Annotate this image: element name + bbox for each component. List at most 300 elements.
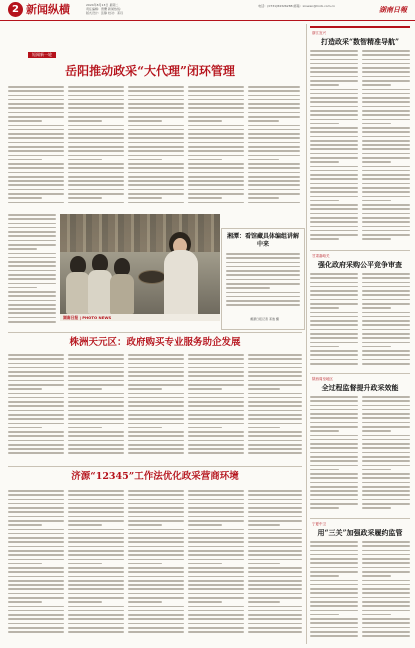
- text-line: [188, 380, 244, 382]
- text-line: [128, 397, 184, 399]
- text-line: [188, 627, 244, 629]
- text-line: [68, 623, 124, 625]
- text-line: [128, 86, 184, 88]
- text-line: [310, 59, 358, 61]
- text-line: [8, 423, 64, 425]
- text-line: [362, 84, 391, 86]
- text-line: [310, 333, 358, 335]
- text-line: [188, 363, 244, 365]
- text-line: [310, 588, 358, 590]
- text-line: [362, 204, 410, 206]
- text-line: [362, 622, 410, 624]
- text-line: [128, 393, 184, 395]
- right-top-label: 浙江宜兴: [312, 31, 326, 35]
- text-line: [362, 588, 410, 590]
- text-line: [362, 238, 391, 240]
- text-line: [362, 303, 410, 305]
- right-lower-body-col-1: [310, 396, 358, 514]
- text-line: [310, 405, 358, 407]
- text-line: [310, 558, 358, 560]
- text-line: [188, 584, 244, 586]
- text-line: [8, 410, 64, 412]
- text-line: [68, 388, 102, 390]
- text-line: [310, 101, 358, 103]
- text-line: [128, 431, 184, 433]
- photo-child-body: [88, 270, 112, 314]
- text-line: [362, 294, 410, 296]
- lead-body-col-left: [8, 214, 56, 326]
- text-line: [188, 533, 244, 535]
- text-line: [248, 588, 302, 590]
- text-line: [310, 329, 358, 331]
- text-line: [248, 103, 300, 105]
- text-line: [248, 554, 302, 556]
- text-line: [68, 418, 124, 420]
- text-line: [68, 567, 124, 569]
- text-line: [8, 529, 64, 531]
- text-line: [310, 541, 358, 543]
- meta-line: 版式设计：张静 校对：邓丹: [86, 11, 123, 15]
- text-line: [128, 193, 184, 195]
- right-bottom-label: 宁夏中卫: [312, 522, 326, 526]
- text-line: [248, 576, 302, 578]
- text-line: [310, 346, 339, 348]
- text-line: [362, 131, 410, 133]
- text-line: [8, 631, 64, 633]
- text-line: [188, 193, 244, 195]
- text-line: [8, 227, 56, 229]
- text-line: [8, 176, 64, 178]
- text-line: [362, 460, 410, 462]
- text-line: [8, 146, 64, 148]
- text-line: [248, 431, 302, 433]
- page-number-badge: 2: [8, 2, 23, 17]
- text-line: [310, 452, 358, 454]
- text-line: [362, 80, 410, 82]
- text-line: [248, 567, 302, 569]
- text-line: [362, 405, 410, 407]
- text-line: [68, 163, 124, 165]
- text-line: [128, 414, 184, 416]
- text-line: [362, 277, 410, 279]
- text-line: [310, 226, 358, 228]
- text-line: [310, 119, 358, 121]
- text-line: [188, 610, 244, 612]
- text-line: [188, 103, 244, 105]
- text-line: [68, 176, 124, 178]
- text-line: [68, 384, 124, 386]
- text-line: [188, 180, 244, 182]
- text-line: [248, 541, 302, 543]
- meta-line: 2024年8月13日 星期二: [86, 3, 119, 7]
- text-line: [8, 150, 64, 152]
- text-line: [8, 278, 56, 280]
- text-line: [310, 320, 358, 322]
- text-line: [128, 129, 184, 131]
- text-line: [310, 286, 358, 288]
- text-line: [8, 180, 64, 182]
- text-line: [362, 148, 410, 150]
- text-line: [188, 499, 244, 501]
- text-line: [68, 448, 124, 450]
- text-line: [128, 627, 184, 629]
- text-line: [188, 440, 244, 442]
- meta-line: 责任编辑：曾鹰 新闻热线：: [86, 7, 123, 11]
- divider: [8, 332, 302, 333]
- text-line: [8, 218, 56, 220]
- text-line: [248, 371, 302, 373]
- text-line: [8, 601, 42, 603]
- text-line: [68, 559, 124, 561]
- text-line: [226, 304, 300, 306]
- text-line: [226, 253, 300, 255]
- text-line: [362, 213, 410, 215]
- text-line: [362, 469, 391, 471]
- text-line: [8, 375, 64, 377]
- text-line: [128, 371, 184, 373]
- text-line: [8, 274, 56, 276]
- text-line: [128, 401, 184, 403]
- lead-headline: 岳阳推动政采“大代理”闭环管理: [65, 64, 235, 78]
- text-line: [68, 354, 124, 356]
- text-line: [310, 67, 358, 69]
- text-line: [68, 618, 124, 620]
- text-line: [68, 631, 124, 633]
- text-line: [68, 423, 124, 425]
- text-line: [248, 167, 300, 169]
- text-line: [128, 597, 184, 599]
- text-line: [8, 550, 64, 552]
- text-line: [8, 283, 56, 285]
- text-line: [8, 623, 64, 625]
- text-line: [248, 490, 302, 492]
- right-mid-body-col-1: [310, 273, 358, 369]
- text-line: [310, 131, 358, 133]
- text-line: [248, 180, 300, 182]
- text-line: [362, 196, 410, 198]
- text-line: [68, 125, 124, 127]
- text-line: [310, 499, 358, 501]
- text-line: [8, 614, 64, 616]
- text-line: [310, 234, 358, 236]
- text-line: [68, 86, 124, 88]
- text-line: [362, 627, 410, 629]
- text-line: [362, 178, 410, 180]
- text-line: [8, 287, 37, 289]
- text-line: [310, 456, 358, 458]
- text-line: [8, 494, 64, 496]
- text-line: [8, 112, 64, 114]
- text-line: [362, 541, 410, 543]
- text-line: [362, 413, 410, 415]
- text-line: [68, 606, 124, 608]
- text-line: [248, 618, 302, 620]
- text-line: [362, 320, 410, 322]
- text-line: [310, 157, 358, 159]
- text-line: [310, 148, 358, 150]
- text-line: [310, 282, 358, 284]
- text-line: [68, 401, 124, 403]
- text-line: [128, 567, 184, 569]
- text-line: [310, 443, 358, 445]
- text-line: [188, 142, 244, 144]
- zhuzhou-body-col-3: [128, 354, 184, 460]
- text-line: [188, 423, 244, 425]
- text-line: [362, 494, 410, 496]
- text-line: [248, 414, 302, 416]
- text-line: [248, 125, 300, 127]
- photo-box-body: [226, 253, 300, 313]
- text-line: [188, 452, 244, 454]
- text-line: [248, 150, 300, 152]
- text-line: [188, 593, 244, 595]
- text-line: [8, 541, 64, 543]
- text-line: [128, 507, 184, 509]
- text-line: [362, 144, 410, 146]
- text-line: [248, 202, 300, 204]
- text-line: [188, 159, 222, 161]
- text-line: [128, 516, 184, 518]
- text-line: [226, 257, 300, 259]
- text-line: [310, 618, 358, 620]
- text-line: [362, 443, 410, 445]
- text-line: [8, 103, 64, 105]
- text-line: [362, 93, 410, 95]
- photo-adult: [164, 250, 198, 314]
- text-line: [362, 324, 410, 326]
- jinan-body-col-3: [128, 490, 184, 640]
- text-line: [188, 567, 244, 569]
- text-line: [248, 120, 279, 122]
- text-line: [68, 533, 124, 535]
- text-line: [310, 409, 358, 411]
- text-line: [310, 204, 358, 206]
- text-line: [188, 197, 222, 199]
- text-line: [128, 167, 184, 169]
- text-line: [248, 410, 302, 412]
- text-line: [248, 511, 302, 513]
- text-line: [188, 524, 222, 526]
- text-line: [68, 610, 124, 612]
- text-line: [362, 359, 410, 361]
- text-line: [248, 529, 302, 531]
- text-line: [8, 167, 64, 169]
- text-line: [310, 490, 358, 492]
- text-line: [362, 354, 410, 356]
- text-line: [68, 537, 124, 539]
- text-line: [248, 176, 300, 178]
- text-line: [8, 533, 64, 535]
- text-line: [68, 580, 124, 582]
- photo-artifact: [138, 270, 166, 284]
- text-line: [128, 180, 184, 182]
- text-line: [8, 354, 64, 356]
- text-line: [188, 414, 244, 416]
- text-line: [188, 435, 244, 437]
- text-line: [248, 129, 300, 131]
- text-line: [248, 550, 302, 552]
- text-line: [8, 618, 64, 620]
- lead-body-col-4: [188, 86, 244, 208]
- text-line: [8, 588, 64, 590]
- text-line: [128, 541, 184, 543]
- text-line: [362, 567, 410, 569]
- text-line: [248, 197, 279, 199]
- jinan-headline: 济源“12345”工作法优化政采营商环境: [71, 471, 239, 482]
- text-line: [362, 550, 410, 552]
- text-line: [8, 499, 64, 501]
- text-line: [68, 184, 124, 186]
- text-line: [310, 110, 358, 112]
- text-line: [8, 295, 56, 297]
- text-line: [310, 631, 358, 633]
- text-line: [362, 234, 410, 236]
- text-line: [128, 423, 184, 425]
- text-line: [310, 605, 358, 607]
- text-line: [128, 363, 184, 365]
- text-line: [68, 435, 124, 437]
- text-line: [68, 367, 124, 369]
- text-line: [8, 107, 64, 109]
- text-line: [68, 112, 124, 114]
- text-line: [188, 559, 244, 561]
- text-line: [8, 358, 64, 360]
- text-line: [248, 452, 302, 454]
- text-line: [362, 439, 410, 441]
- text-line: [310, 562, 358, 564]
- text-line: [8, 116, 64, 118]
- text-line: [128, 146, 184, 148]
- text-line: [310, 507, 339, 509]
- text-line: [68, 494, 124, 496]
- column-separator: [306, 24, 307, 644]
- text-line: [68, 584, 124, 586]
- text-line: [248, 427, 280, 429]
- text-line: [310, 571, 358, 573]
- text-line: [248, 86, 300, 88]
- text-line: [68, 440, 124, 442]
- text-line: [310, 153, 358, 155]
- text-line: [248, 593, 302, 595]
- text-line: [362, 447, 410, 449]
- text-line: [68, 427, 102, 429]
- text-line: [68, 133, 124, 135]
- text-line: [8, 397, 64, 399]
- text-line: [362, 507, 391, 509]
- text-line: [8, 308, 56, 310]
- text-line: [68, 563, 102, 565]
- text-line: [226, 292, 300, 294]
- text-line: [8, 584, 64, 586]
- text-line: [310, 187, 358, 189]
- text-line: [68, 155, 124, 157]
- text-line: [310, 400, 358, 402]
- text-line: [362, 592, 410, 594]
- text-line: [310, 80, 358, 82]
- right-bottom-body-col-2: [362, 541, 410, 641]
- text-line: [362, 307, 391, 309]
- text-line: [68, 520, 124, 522]
- text-line: [128, 563, 162, 565]
- text-line: [8, 257, 56, 259]
- text-line: [310, 482, 358, 484]
- text-line: [362, 499, 410, 501]
- text-line: [362, 396, 410, 398]
- text-line: [68, 146, 124, 148]
- text-line: [8, 384, 64, 386]
- text-line: [248, 623, 302, 625]
- right-mid-headline: 强化政府采购公平竞争审查: [318, 260, 402, 269]
- text-line: [310, 217, 358, 219]
- text-line: [68, 499, 124, 501]
- text-line: [8, 371, 64, 373]
- text-line: [248, 172, 300, 174]
- jinan-body-col-2: [68, 490, 124, 640]
- text-line: [226, 274, 300, 276]
- text-line: [128, 120, 162, 122]
- text-line: [310, 350, 358, 352]
- right-bottom-body-col-1: [310, 541, 358, 641]
- text-line: [68, 516, 124, 518]
- text-line: [188, 163, 244, 165]
- text-line: [8, 129, 64, 131]
- text-line: [248, 606, 302, 608]
- text-line: [310, 316, 358, 318]
- text-line: [68, 410, 124, 412]
- text-line: [68, 511, 124, 513]
- text-line: [128, 427, 162, 429]
- text-line: [248, 627, 302, 629]
- text-line: [8, 172, 64, 174]
- text-line: [248, 597, 302, 599]
- text-line: [248, 142, 300, 144]
- text-line: [362, 482, 410, 484]
- text-line: [310, 208, 358, 210]
- photo-caption: 湖南日报 | PHOTO NEWS: [63, 315, 112, 320]
- text-line: [188, 448, 244, 450]
- text-line: [248, 133, 300, 135]
- right-top-headline: 打造政采“数智精准导航”: [320, 37, 400, 46]
- text-line: [68, 597, 124, 599]
- text-line: [188, 550, 244, 552]
- text-line: [68, 503, 124, 505]
- text-line: [362, 486, 410, 488]
- text-line: [188, 86, 244, 88]
- masthead: [0, 0, 415, 21]
- text-line: [310, 140, 358, 142]
- text-line: [362, 346, 391, 348]
- text-line: [128, 559, 184, 561]
- text-line: [248, 363, 302, 365]
- divider: [8, 466, 302, 467]
- text-line: [68, 172, 124, 174]
- text-line: [188, 146, 244, 148]
- text-line: [248, 580, 302, 582]
- text-line: [362, 282, 410, 284]
- text-line: [8, 554, 64, 556]
- text-line: [226, 270, 300, 272]
- text-line: [362, 430, 391, 432]
- text-line: [310, 396, 358, 398]
- text-line: [68, 137, 124, 139]
- text-line: [128, 163, 184, 165]
- text-line: [8, 367, 64, 369]
- text-line: [362, 477, 410, 479]
- text-line: [362, 67, 410, 69]
- text-line: [8, 120, 42, 122]
- text-line: [226, 287, 270, 289]
- text-line: [310, 127, 358, 129]
